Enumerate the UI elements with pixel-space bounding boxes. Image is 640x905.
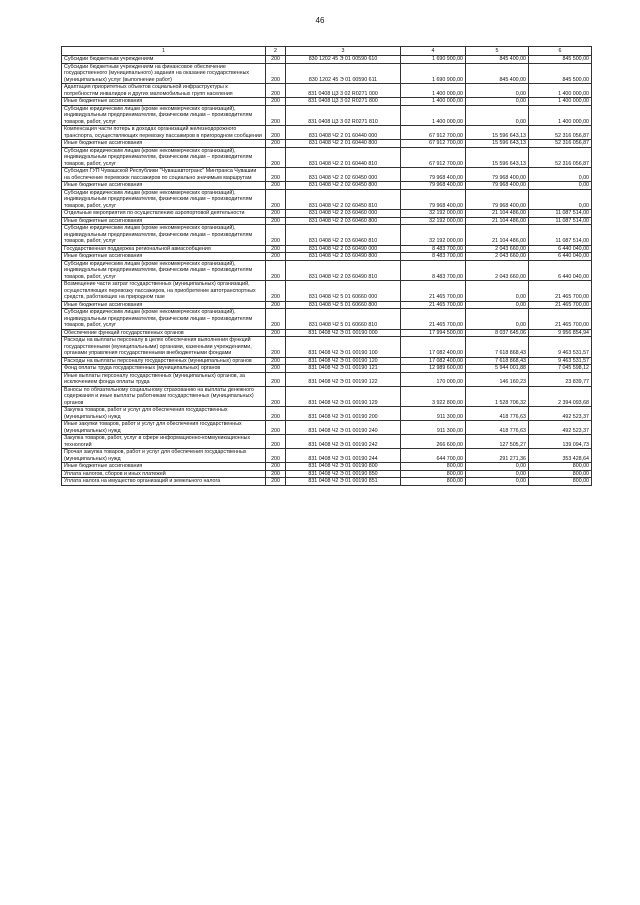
row-code-cell: 200 [266,126,286,140]
row-name-cell: Субсидии бюджетным учреждениям [62,56,266,64]
table-row [62,407,592,421]
row-name-cell: Компенсация части потерь в доходах организаций железнодорожного транспорта, осуществляющих перевозку пассажиров в пригородном сообщении [62,126,266,140]
row-fact-cell: 7 618 868,43 [466,337,529,358]
row-plan-cell: 32 192 000,00 [401,217,466,225]
row-plan-cell: 1 400 000,00 [401,98,466,106]
row-code-cell: 200 [266,182,286,190]
row-plan-cell: 911 300,00 [401,407,466,421]
column-header: 5 [466,47,529,56]
row-name-cell: Расходы на выплаты персоналу государственных (муниципальных) органов [62,357,266,365]
budget-execution-table [61,46,592,486]
row-name-cell: Расходы на выплаты персоналу в целях обеспечения выполнения функций государственными (муниципальными) органами, казенными учреждениями, органами управления государственными внебюджетными фондами [62,337,266,358]
row-name-cell: Государственная поддержка региональной авиасообщения [62,245,266,253]
row-plan-cell: 911 300,00 [401,421,466,435]
table-row [62,56,592,64]
row-kbk-cell: 831 0408 Ц3 3 02 R0271 800 [286,98,401,106]
row-kbk-cell: 831 0408 Ч2 2 03 60460 000 [286,210,401,218]
row-rest-cell: 800,00 [529,478,592,486]
row-code-cell: 200 [266,470,286,478]
row-rest-cell: 492 523,37 [529,407,592,421]
row-fact-cell: 21 104 486,00 [466,225,529,246]
row-kbk-cell: 831 0408 Ч2 Э 01 00190 244 [286,449,401,463]
row-fact-cell: 418 776,63 [466,407,529,421]
row-code-cell: 200 [266,301,286,309]
row-rest-cell: 800,00 [529,463,592,471]
table-row [62,98,592,106]
row-kbk-cell: 831 0408 Ц3 3 02 R0271 810 [286,105,401,126]
row-fact-cell: 0,00 [466,105,529,126]
row-name-cell: Закупка товаров, работ и услуг для обеспечения государственных (муниципальных) нужд [62,407,266,421]
row-plan-cell: 32 192 000,00 [401,210,466,218]
row-plan-cell: 17 082 400,00 [401,337,466,358]
row-fact-cell: 15 596 643,13 [466,126,529,140]
column-header: 6 [529,47,592,56]
row-code-cell: 200 [266,435,286,449]
row-code-cell: 200 [266,337,286,358]
row-rest-cell: 9 956 854,94 [529,329,592,337]
row-kbk-cell: 830 1202 45 Э 01 00590 610 [286,56,401,64]
table-row [62,217,592,225]
row-plan-cell: 8 483 700,00 [401,260,466,281]
row-kbk-cell: 831 0408 Ч2 Э 01 00190 121 [286,365,401,373]
row-code-cell: 200 [266,140,286,148]
table-row [62,337,592,358]
row-rest-cell: 52 316 056,87 [529,126,592,140]
table-row [62,84,592,98]
table-row [62,357,592,365]
row-code-cell: 200 [266,449,286,463]
row-rest-cell: 11 087 514,00 [529,225,592,246]
row-rest-cell: 0,00 [529,168,592,182]
row-kbk-cell: 831 0408 Ч2 Э 01 00190 800 [286,463,401,471]
row-fact-cell: 291 271,36 [466,449,529,463]
row-rest-cell: 353 428,64 [529,449,592,463]
row-plan-cell: 17 082 400,00 [401,357,466,365]
row-fact-cell: 0,00 [466,463,529,471]
row-rest-cell: 21 465 700,00 [529,281,592,302]
row-kbk-cell: 831 0408 Ч2 2 03 60460 810 [286,225,401,246]
row-name-cell: Субсидии юридическим лицам (кроме некоммерческих организаций), индивидуальным предпринимателям, физическим лицам – производителям товаров, работ, услуг [62,105,266,126]
table-row [62,140,592,148]
row-plan-cell: 79 968 400,00 [401,182,466,190]
table-row [62,147,592,168]
row-fact-cell: 0,00 [466,98,529,106]
row-rest-cell: 845 500,00 [529,56,592,64]
table-row [62,463,592,471]
row-plan-cell: 12 989 600,00 [401,365,466,373]
row-name-cell: Иные выплаты персоналу государственных (муниципальных) органов, за исключением фонда оплаты труда [62,372,266,386]
row-name-cell: Иные бюджетные ассигнования [62,182,266,190]
row-kbk-cell: 831 0408 Ч2 Э 01 00190 200 [286,407,401,421]
row-code-cell: 200 [266,253,286,261]
row-name-cell: Иные бюджетные ассигнования [62,140,266,148]
row-code-cell: 200 [266,84,286,98]
row-rest-cell: 52 316 056,87 [529,147,592,168]
row-plan-cell: 1 690 900,00 [401,56,466,64]
table-row [62,281,592,302]
table-row [62,105,592,126]
row-fact-cell: 0,00 [466,301,529,309]
row-code-cell: 200 [266,329,286,337]
row-kbk-cell: 831 0408 Ч2 Э 01 00190 850 [286,470,401,478]
table-row [62,260,592,281]
row-rest-cell: 1 400 000,00 [529,98,592,106]
table-row [62,470,592,478]
table-row [62,421,592,435]
row-plan-cell: 21 465 700,00 [401,301,466,309]
row-plan-cell: 32 192 000,00 [401,225,466,246]
row-code-cell: 200 [266,372,286,386]
row-name-cell: Субсидии юридическим лицам (кроме некоммерческих организаций), индивидуальным предпринимателям, физическим лицам – производителям товаров, работ, услуг [62,189,266,210]
row-fact-cell: 2 043 660,00 [466,253,529,261]
table-header-row [62,47,592,56]
table-row [62,372,592,386]
row-plan-cell: 170 000,00 [401,372,466,386]
row-name-cell: Субсидия ГУП Чувашской Республики "Чувашавтотранс" Минтранса Чувашии на обеспечение перевозок пассажиров по социально значимым маршрутам [62,168,266,182]
row-kbk-cell: 830 1202 45 Э 01 00590 611 [286,63,401,84]
row-kbk-cell: 831 0408 Ч2 Э 01 00190 000 [286,329,401,337]
row-fact-cell: 21 104 486,00 [466,217,529,225]
row-fact-cell: 0,00 [466,309,529,330]
row-code-cell: 200 [266,478,286,486]
row-kbk-cell: 831 0408 Ч2 2 02 60450 810 [286,189,401,210]
row-plan-cell: 17 994 500,00 [401,329,466,337]
row-fact-cell: 0,00 [466,470,529,478]
row-name-cell: Взносы по обязательному социальному страхованию на выплаты денежного содержания и иные выплаты работникам государственных (муниципальных) органов [62,386,266,407]
row-plan-cell: 67 912 700,00 [401,126,466,140]
row-rest-cell: 11 087 514,00 [529,217,592,225]
row-kbk-cell: 831 0408 Ч2 2 03 60490 810 [286,260,401,281]
row-plan-cell: 79 968 400,00 [401,189,466,210]
row-rest-cell: 845 500,00 [529,63,592,84]
row-name-cell: Иные закупки товаров, работ и услуг для обеспечения государственных (муниципальных) нужд [62,421,266,435]
row-fact-cell: 0,00 [466,478,529,486]
row-name-cell: Отдельные мероприятия по осуществлению аэропортовой деятельности [62,210,266,218]
row-rest-cell: 492 523,37 [529,421,592,435]
row-name-cell: Уплата налогов, сборов и иных платежей [62,470,266,478]
table-row [62,189,592,210]
row-name-cell: Закупка товаров, работ, услуг в сфере информационно-коммуникационных технологий [62,435,266,449]
row-rest-cell: 6 440 040,00 [529,260,592,281]
row-fact-cell: 845 400,00 [466,56,529,64]
table-row [62,210,592,218]
row-code-cell: 200 [266,105,286,126]
table-row [62,478,592,486]
table-row [62,245,592,253]
row-rest-cell: 23 839,77 [529,372,592,386]
row-code-cell: 200 [266,245,286,253]
row-fact-cell: 2 043 660,00 [466,260,529,281]
row-plan-cell: 800,00 [401,478,466,486]
row-kbk-cell: 831 0408 Ч2 2 02 60450 800 [286,182,401,190]
row-name-cell: Уплата налога на имущество организаций и земельного налога [62,478,266,486]
row-plan-cell: 8 483 700,00 [401,253,466,261]
row-code-cell: 200 [266,189,286,210]
row-plan-cell: 67 912 700,00 [401,140,466,148]
row-kbk-cell: 831 0408 Ч2 2 01 60440 800 [286,140,401,148]
row-rest-cell: 0,00 [529,182,592,190]
table-row [62,309,592,330]
row-code-cell: 200 [266,210,286,218]
row-kbk-cell: 831 0408 Ч2 2 01 60440 000 [286,126,401,140]
row-fact-cell: 15 596 643,13 [466,140,529,148]
row-kbk-cell: 831 0408 Ч2 5 01 60660 800 [286,301,401,309]
row-rest-cell: 139 094,73 [529,435,592,449]
row-name-cell: Субсидии юридическим лицам (кроме некоммерческих организаций), индивидуальным предпринимателям, физическим лицам – производителям товаров, работ, услуг [62,309,266,330]
row-code-cell: 200 [266,63,286,84]
row-code-cell: 200 [266,463,286,471]
row-fact-cell: 79 968 400,00 [466,182,529,190]
row-rest-cell: 6 440 040,00 [529,253,592,261]
row-code-cell: 200 [266,357,286,365]
row-name-cell: Возмещение части затрат государственных (муниципальных) организаций, осуществляющих перевозку пассажиров, на приобретение автотранспортных средств, работающих на природном газе [62,281,266,302]
row-kbk-cell: 831 0408 Ч2 Э 01 00190 120 [286,357,401,365]
row-code-cell: 200 [266,281,286,302]
row-code-cell: 200 [266,309,286,330]
row-name-cell: Иные бюджетные ассигнования [62,98,266,106]
row-rest-cell: 9 463 531,57 [529,357,592,365]
row-name-cell: Иные бюджетные ассигнования [62,301,266,309]
row-kbk-cell: 831 0408 Ч2 Э 01 00190 240 [286,421,401,435]
row-kbk-cell: 831 0408 Ч2 Э 01 00190 122 [286,372,401,386]
row-fact-cell: 146 160,23 [466,372,529,386]
row-fact-cell: 5 944 001,88 [466,365,529,373]
row-fact-cell: 418 776,63 [466,421,529,435]
row-name-cell: Обеспечение функций государственных органов [62,329,266,337]
row-kbk-cell: 831 0408 Ч2 2 03 60460 800 [286,217,401,225]
table-row [62,182,592,190]
row-name-cell: Субсидии юридическим лицам (кроме некоммерческих организаций), индивидуальным предпринимателям, физическим лицам – производителям товаров, работ, услуг [62,147,266,168]
row-rest-cell: 21 465 700,00 [529,301,592,309]
row-rest-cell: 800,00 [529,470,592,478]
row-plan-cell: 266 600,00 [401,435,466,449]
row-fact-cell: 79 968 400,00 [466,189,529,210]
row-fact-cell: 0,00 [466,281,529,302]
row-plan-cell: 644 700,00 [401,449,466,463]
row-plan-cell: 1 690 900,00 [401,63,466,84]
row-code-cell: 200 [266,421,286,435]
row-kbk-cell: 831 0408 Ч2 2 02 60450 000 [286,168,401,182]
row-fact-cell: 8 037 645,06 [466,329,529,337]
table-row [62,168,592,182]
row-name-cell: Прочая закупка товаров, работ и услуг для обеспечения государственных (муниципальных) нужд [62,449,266,463]
row-code-cell: 200 [266,365,286,373]
row-fact-cell: 79 968 400,00 [466,168,529,182]
row-rest-cell: 1 400 000,00 [529,105,592,126]
table-row [62,63,592,84]
column-header: 3 [286,47,401,56]
row-plan-cell: 67 912 700,00 [401,147,466,168]
row-rest-cell: 21 465 700,00 [529,309,592,330]
row-name-cell: Субсидии бюджетным учреждениям на финансовое обеспечение государственного (муниципального) задания на оказание государственных (муниципальных) услуг (выполнение работ) [62,63,266,84]
row-fact-cell: 845 400,00 [466,63,529,84]
row-kbk-cell: 831 0408 Ч2 2 01 60440 810 [286,147,401,168]
row-kbk-cell: 831 0408 Ч2 2 03 60490 000 [286,245,401,253]
row-code-cell: 200 [266,56,286,64]
row-kbk-cell: 831 0408 Ч2 Э 01 00190 851 [286,478,401,486]
row-name-cell: Адаптация приоритетных объектов социальной инфраструктуры к потребностям инвалидов и других маломобильных групп населения [62,84,266,98]
row-code-cell: 200 [266,386,286,407]
column-header: 2 [266,47,286,56]
row-rest-cell: 2 394 093,68 [529,386,592,407]
row-kbk-cell: 831 0408 Ч2 Э 01 00190 100 [286,337,401,358]
table-row [62,225,592,246]
table-row [62,435,592,449]
row-code-cell: 200 [266,407,286,421]
row-kbk-cell: 831 0408 Ч2 Э 01 00190 129 [286,386,401,407]
column-header: 4 [401,47,466,56]
row-plan-cell: 1 400 000,00 [401,84,466,98]
row-plan-cell: 800,00 [401,470,466,478]
row-kbk-cell: 831 0408 Ч2 5 01 60660 000 [286,281,401,302]
row-plan-cell: 21 465 700,00 [401,281,466,302]
row-name-cell: Иные бюджетные ассигнования [62,217,266,225]
row-code-cell: 200 [266,168,286,182]
row-fact-cell: 0,00 [466,84,529,98]
row-rest-cell: 52 316 056,87 [529,140,592,148]
row-fact-cell: 127 505,27 [466,435,529,449]
row-kbk-cell: 831 0408 Ч2 2 03 60490 800 [286,253,401,261]
row-fact-cell: 1 528 706,32 [466,386,529,407]
row-fact-cell: 2 043 660,00 [466,245,529,253]
row-kbk-cell: 831 0408 Ч2 Э 01 00190 242 [286,435,401,449]
row-rest-cell: 1 400 000,00 [529,84,592,98]
row-plan-cell: 800,00 [401,463,466,471]
row-rest-cell: 9 463 531,57 [529,337,592,358]
row-code-cell: 200 [266,98,286,106]
row-fact-cell: 15 596 643,13 [466,147,529,168]
row-rest-cell: 11 087 514,00 [529,210,592,218]
row-code-cell: 200 [266,147,286,168]
row-name-cell: Субсидии юридическим лицам (кроме некоммерческих организаций), индивидуальным предпринимателям, физическим лицам – производителям товаров, работ, услуг [62,225,266,246]
table-row [62,329,592,337]
row-name-cell: Иные бюджетные ассигнования [62,463,266,471]
row-kbk-cell: 831 0408 Ч2 5 01 60660 810 [286,309,401,330]
row-plan-cell: 21 465 700,00 [401,309,466,330]
row-plan-cell: 3 922 800,00 [401,386,466,407]
row-rest-cell: 0,00 [529,189,592,210]
row-plan-cell: 8 483 700,00 [401,245,466,253]
row-kbk-cell: 831 0408 Ц3 3 02 R0271 000 [286,84,401,98]
row-plan-cell: 1 400 000,00 [401,105,466,126]
row-fact-cell: 7 618 868,43 [466,357,529,365]
row-code-cell: 200 [266,260,286,281]
table-row [62,126,592,140]
row-plan-cell: 79 968 400,00 [401,168,466,182]
table-row [62,253,592,261]
page-number: 46 [315,16,325,25]
row-code-cell: 200 [266,217,286,225]
table-row [62,449,592,463]
row-code-cell: 200 [266,225,286,246]
table-row [62,386,592,407]
column-header: 1 [62,47,266,56]
row-rest-cell: 7 045 598,12 [529,365,592,373]
row-name-cell: Фонд оплаты труда государственных (муниципальных) органов [62,365,266,373]
table-row [62,301,592,309]
row-fact-cell: 21 104 486,00 [466,210,529,218]
table-row [62,365,592,373]
row-name-cell: Иные бюджетные ассигнования [62,253,266,261]
row-rest-cell: 6 440 040,00 [529,245,592,253]
row-name-cell: Субсидии юридическим лицам (кроме некоммерческих организаций), индивидуальным предпринимателям, физическим лицам – производителям товаров, работ, услуг [62,260,266,281]
